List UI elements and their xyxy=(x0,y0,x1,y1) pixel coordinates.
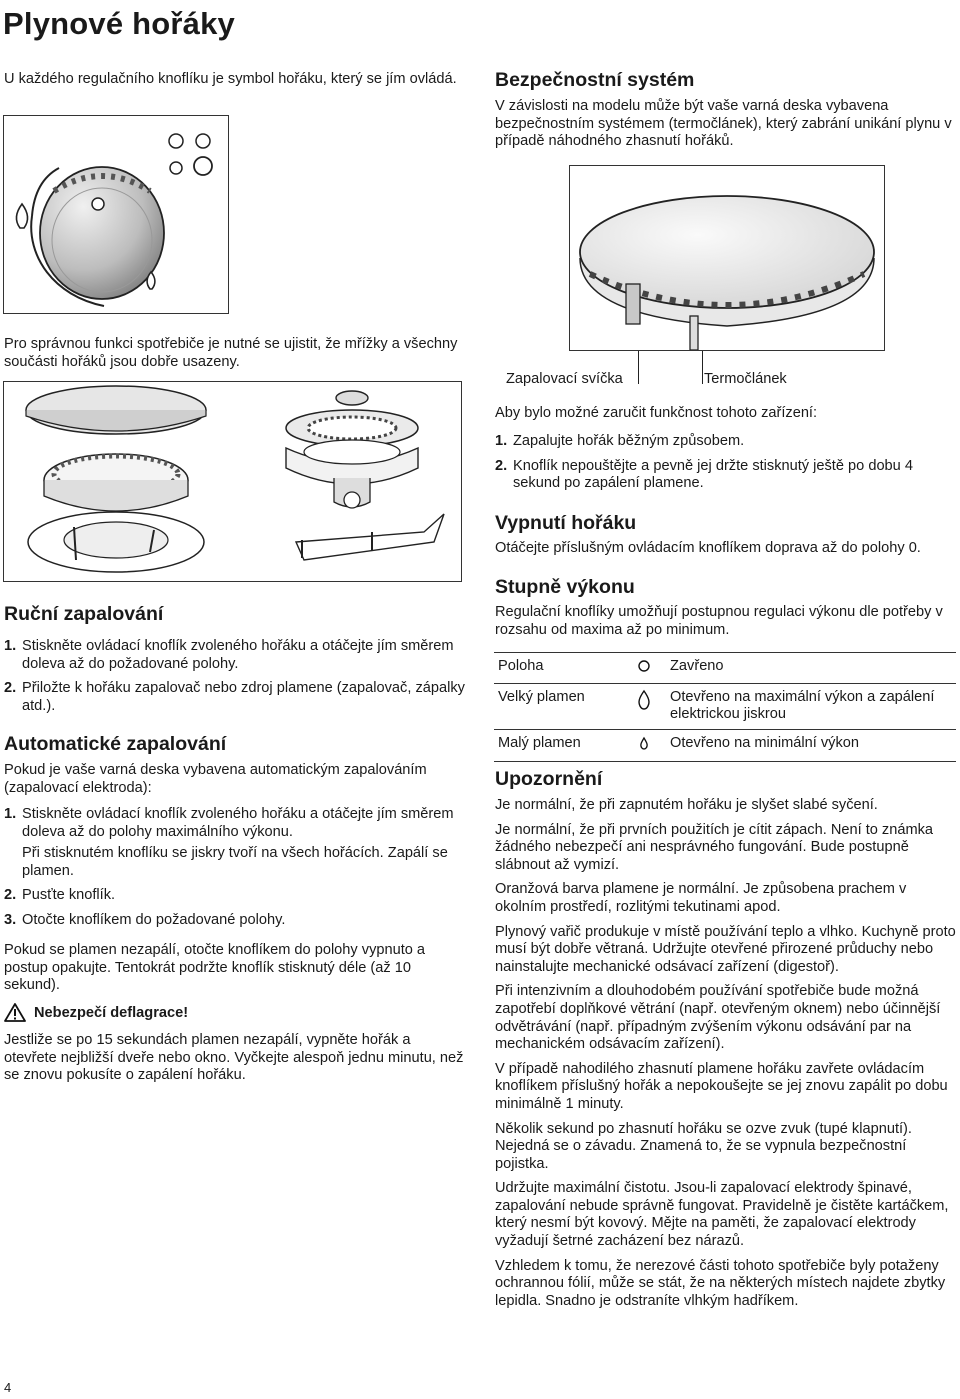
thermocouple-figure xyxy=(569,165,885,351)
warning-heading: Nebezpečí deflagrace! xyxy=(4,1003,188,1022)
notes-body xyxy=(495,797,957,1317)
thermocouple-label: Termočlánek xyxy=(704,371,787,387)
table-row: Velký plamen Otevřeno na maximální výkon a zapálení elektrickou jiskrou xyxy=(494,683,956,729)
note-paragraph: Vzhledem k tomu, že nerezové části tohoto spotřebiče byly potaženy ochrannou fólií, může se stát, že na některých místech najdete zbytky lepidla. Snadno je odstraníte vlhkým hadříkem. xyxy=(495,1257,946,1309)
auto-ignition-intro: Pokud je vaše varná deska vybavena automatickým zapalováním (zapalovací elektroda): xyxy=(4,762,427,796)
circle-off-icon xyxy=(637,658,651,672)
small-flame-icon xyxy=(638,735,650,751)
auto-ignition-steps xyxy=(4,806,466,937)
burner-parts-figure xyxy=(3,381,462,582)
auto-ignition-heading: Automatické zapalování xyxy=(4,733,227,755)
spark-plug-label: Zapalovací svíčka xyxy=(506,371,623,387)
large-flame-icon xyxy=(636,689,652,711)
list-item: 1. Stiskněte ovládací knoflík zvoleného hořáku a otáčejte jím směrem doleva až do požadované polohy. xyxy=(4,638,454,672)
note-paragraph: Je normální, že při prvních použitích je cítit zápach. Není to známka žádného nebezpečí ani nesprávného fungování. Bude postupně slábnout až vymizí. xyxy=(495,821,934,873)
burner-parts-illustration xyxy=(4,382,461,581)
list-item: 1. Zapalujte hořák běžným způsobem. xyxy=(495,433,745,449)
page-title: Plynové hořáky xyxy=(3,6,235,41)
power-levels-text: Regulační knoflíky umožňují postupnou regulaci výkonu dle potřeby v rozsahu od maxima až po minimum. xyxy=(495,604,943,638)
notes-heading: Upozornění xyxy=(495,768,603,790)
page-number: 4 xyxy=(4,1380,12,1395)
thermocouple-illustration xyxy=(570,166,884,350)
guarantee-text: Aby bylo možné zaručit funkčnost tohoto zařízení: xyxy=(495,405,818,421)
list-item: 3. Otočte knoflíkem do požadované polohy. xyxy=(4,911,286,928)
thermocouple-leader xyxy=(702,351,703,384)
note-paragraph: Udržujte maximální čistotu. Jsou-li zapalovací elektrody špinavé, zapalování nebude správně fungovat. Pravidelně je čistěte kartáčkem, který nesmí být kovový. Mějte na paměti, že zapalovací elektrody vyžadují šetrné zacházení bez nárazů. xyxy=(495,1180,949,1250)
note-paragraph: Oranžová barva plamene je normální. Je způsobena prachem v okolním prostředí, rozlitými tekutinami apod. xyxy=(495,881,907,915)
safety-text: V závislosti na modelu může být vaše varná deska vybavena bezpečnostním systémem (termočlánek), který zabrání unikání plynu v případě náhodného zhasnutí hořáků. xyxy=(495,98,952,150)
list-item: 2. Knoflík nepouštějte a pevně jej držte stisknutý ještě po dobu 4 sekund po zapálení plamene. xyxy=(495,457,913,492)
note-paragraph: Při intenzivním a dlouhodobém používání spotřebiče bude možná zapotřebí doplňkové větrání (např. otevřeným oknem) nebo účinnější odvětrávání (např. případným zvýšením výkonu odsávání par na mechanickém odsávacím zařízení). xyxy=(495,983,941,1053)
knob-figure xyxy=(3,115,229,314)
list-item: 2. Přiložte k hořáku zapalovač nebo zdroj plamene (zapalovač, zápalky atd.). xyxy=(4,680,465,714)
safety-steps xyxy=(495,433,957,500)
note-paragraph: Je normální, že při zapnutém hořáku je slyšet slabé syčení. xyxy=(495,797,878,813)
list-item: 2. Pusťte knoflík. xyxy=(4,887,116,904)
safety-heading: Bezpečnostní systém xyxy=(495,69,695,91)
burner-off-heading: Vypnutí hořáku xyxy=(495,512,637,534)
burner-off-text: Otáčejte příslušným ovládacím knoflíkem doprava až do polohy 0. xyxy=(495,540,921,556)
table-row: Poloha Zavřeno xyxy=(494,653,956,684)
knob-illustration xyxy=(4,116,228,313)
retry-text: Pokud se plamen nezapálí, otočte knoflíkem do polohy vypnuto a postup opakujte. Tentokrát podržte knoflík stisknutý déle (až 10 sekund). xyxy=(4,942,426,994)
warning-triangle-icon xyxy=(4,1003,26,1022)
list-item: 1. Stiskněte ovládací knoflík zvoleného hořáku a otáčejte jím směrem doleva až do polohy maximálního výkonu. Při stisknutém knoflíku se jiskry tvoří na všech hořácích. Zapálí se plamen. xyxy=(4,806,454,879)
table-row: Malý plamen Otevřeno na minimální výkon xyxy=(494,729,956,762)
note-paragraph: Několik sekund po zhasnutí hořáku se ozve zvuk (tupé klapnutí). Nejedná se o závadu. Znamená to, že se vypnula bezpečnostní pojistka. xyxy=(495,1120,912,1172)
manual-ignition-steps xyxy=(4,638,466,722)
spark-plug-leader xyxy=(638,351,639,384)
manual-ignition-heading: Ruční zapalování xyxy=(4,603,164,625)
fit-note-text: Pro správnou funkci spotřebiče je nutné se ujistit, že mřížky a všechny součásti hořáků jsou dobře usazeny. xyxy=(4,336,458,370)
warning-text: Jestliže se po 15 sekundách plamen nezapálí, vypněte hořák a otevřete nejbližší dveře nebo okno. Vyčkejte alespoň jednu minutu, než se znovu pokusíte o zapálení hořáku. xyxy=(4,1032,464,1084)
power-levels-table xyxy=(494,652,956,762)
note-paragraph: V případě nahodilého zhasnutí plamene hořáku zavřete ovládacím knoflíkem příslušný hořák a nepokoušejte se jej znovu zapálit po dobu minimálně 1 minuty. xyxy=(495,1060,948,1112)
note-paragraph: Plynový vařič produkuje v místě používání teplo a vlhko. Kuchyně proto musí být dobře větraná. Udržujte otevřené přirozené průduchy nebo nainstalujte mechanické odsávací zařízení (digestoř). xyxy=(495,923,956,975)
intro-text: U každého regulačního knoflíku je symbol hořáku, který se jím ovládá. xyxy=(4,71,457,87)
power-levels-heading: Stupně výkonu xyxy=(495,576,635,598)
